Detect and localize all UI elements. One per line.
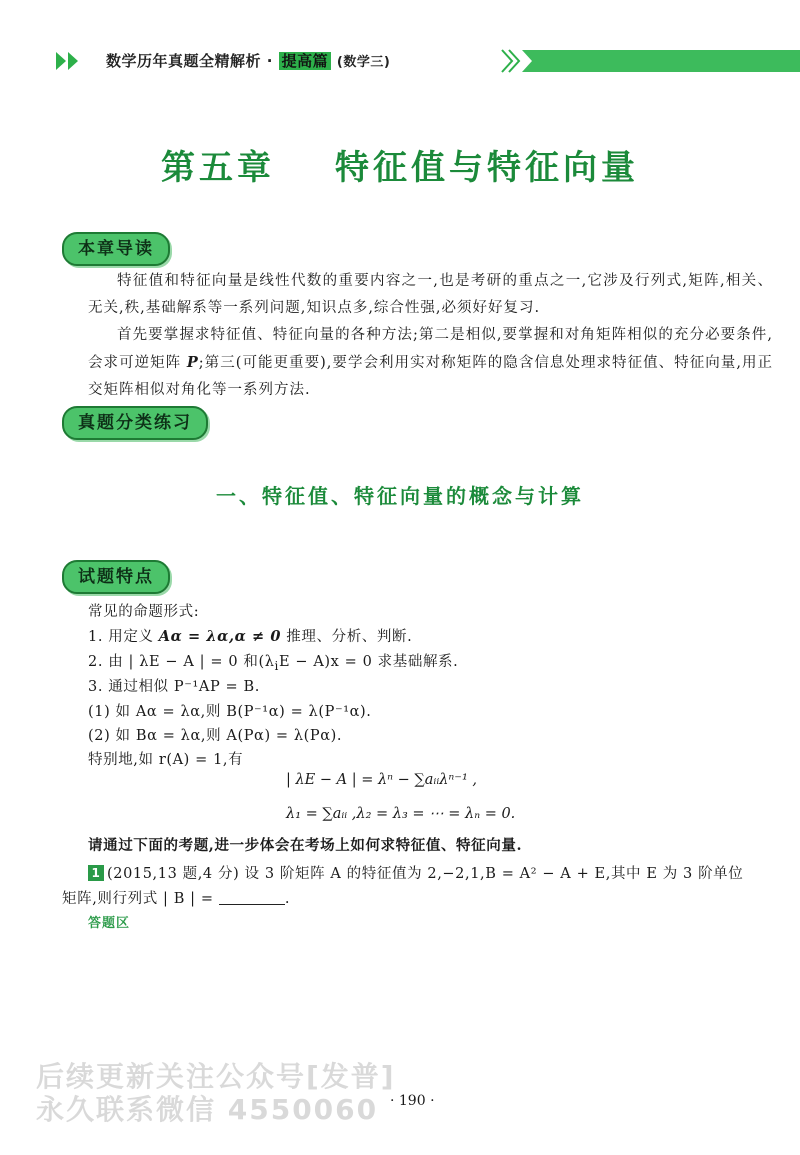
tag-features: 试题特点 (62, 560, 170, 594)
intro-paragraph-1: 特征值和特征向量是线性代数的重要内容之一,也是考研的重点之一,它涉及行列式,矩阵,相关、无关,秩,基础解系等一系列问题,知识点多,综合性强,必须好好复习. (88, 273, 773, 316)
features-closing: 请通过下面的考题,进一步体会在考场上如何求特征值、特征向量. (88, 837, 523, 854)
question-number: 1 (88, 865, 104, 881)
header-decor-bar (500, 48, 800, 74)
answer-area-label: 答题区 (88, 916, 131, 931)
tag-intro: 本章导读 (62, 232, 170, 266)
chapter-number: 第五章 (161, 148, 275, 188)
book-subject: (数学三) (336, 55, 391, 70)
question-1-line-2: 矩阵,则行列式 | B | = . (62, 891, 291, 907)
formula-eigenvalues: λ₁ = ∑aᵢᵢ ,λ₂ = λ₃ = ⋯ = λₙ = 0. (286, 806, 516, 822)
book-level-badge: 提高篇 (279, 52, 332, 70)
section-title: 一、特征值、特征向量的概念与计算 (216, 484, 584, 508)
watermark-line-2: 永久联系微信 4550060 (36, 1093, 379, 1126)
answer-blank[interactable] (219, 892, 285, 905)
page-header (0, 42, 800, 76)
book-title: 数学历年真题全精解析 · 提高篇 (数学三) (106, 52, 391, 70)
chapter-name: 特征值与特征向量 (335, 148, 639, 188)
features-special-case: 特别地,如 r(A) = 1,有 (88, 752, 244, 768)
chapter-title (0, 140, 800, 189)
features-item-1: 1. 用定义 Aα = λα,α ≠ 0 推理、分析、判断. (88, 628, 413, 645)
intro-paragraph-2: 首先要掌握求特征值、特征向量的各种方法;第二是相似,要掌握和对角矩阵相似的充分必要条件,会求可逆矩阵 P;第三(可能更重要),要学会利用实对称矩阵的隐含信息处理求特征值、特征向量,用正交矩阵相似对角化等一系列方法. (88, 327, 773, 398)
watermark-line-1: 后续更新关注公众号[发普] (36, 1060, 396, 1093)
question-1-line-1: 1 (2015,13 题,4 分) 设 3 阶矩阵 A 的特征值为 2,−2,1,B = A² − A + E,其中 E 为 3 阶单位 (88, 862, 743, 883)
features-item-2: 2. 由 | λE − A | = 0 和$(\lambda_iE - A)x = 0$ 求基础解系. (88, 654, 459, 673)
features-item-3-1: (1) 如 Aα = λα,则 B(P⁻¹α) = λ(P⁻¹α). (88, 704, 372, 720)
formula-determinant: | λE − A | = λⁿ − ∑aᵢᵢλⁿ⁻¹ , (286, 772, 477, 788)
features-item-3-2: (2) 如 Bα = λα,则 A(Pα) = λ(Pα). (88, 728, 343, 744)
page-number: · 190 · (390, 1093, 435, 1109)
features-item-3: 3. 通过相似 P⁻¹AP = B. (88, 679, 260, 695)
features-intro: 常见的命题形式: (88, 604, 200, 620)
tag-practice: 真题分类练习 (62, 406, 208, 440)
double-arrow-icon (56, 52, 96, 70)
